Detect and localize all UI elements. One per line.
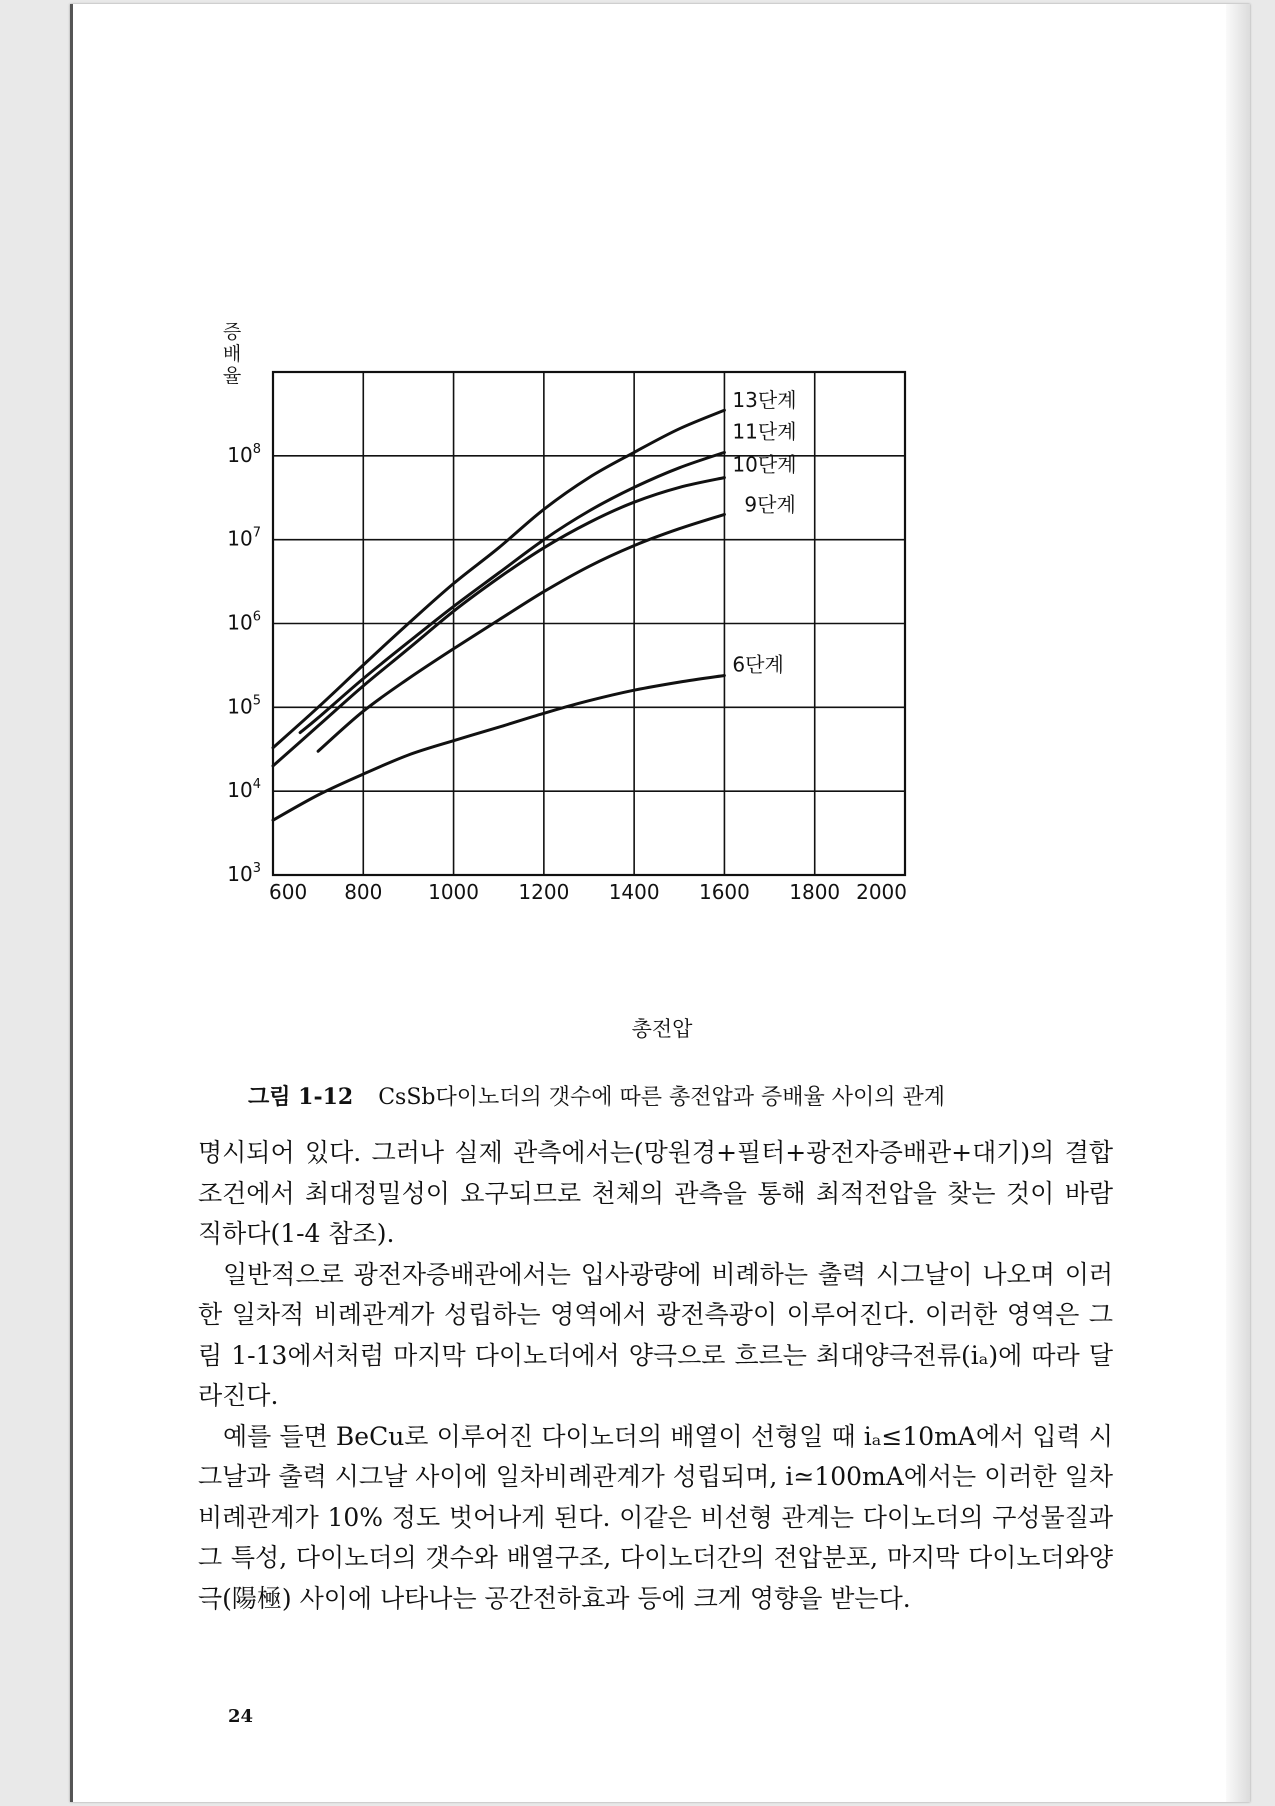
page-number: 24 — [228, 1706, 254, 1727]
y-axis-label-char: 율 — [222, 365, 242, 387]
x-tick-label: 2000 — [856, 880, 907, 904]
chart-series — [273, 410, 724, 820]
gain-vs-voltage-chart — [222, 321, 1110, 1041]
x-tick-label: 1000 — [428, 880, 480, 904]
body-text — [198, 1133, 1113, 1619]
y-tick-label: $10^4$ — [227, 777, 261, 803]
y-tick-label: $10^8$ — [227, 441, 261, 467]
y-tick-label: $10^5$ — [227, 693, 261, 719]
y-axis-label — [223, 321, 241, 387]
y-axis-label-char: 배 — [222, 343, 242, 365]
y-tick-label: $10^7$ — [227, 525, 261, 551]
series-label: 9단계 — [744, 492, 796, 517]
y-tick-label: $10^6$ — [227, 609, 261, 635]
series-label: 11단계 — [732, 419, 797, 444]
x-axis-ticks — [269, 880, 907, 904]
series-label: 10단계 — [732, 452, 797, 477]
y-tick-label: $10^3$ — [227, 861, 261, 886]
x-tick-label: 1200 — [518, 880, 570, 904]
page-edge-shadow — [1226, 4, 1250, 1802]
figure-caption — [248, 1080, 1148, 1111]
paragraph-2: 일반적으로 광전자증배관에서는 입사광량에 비례하는 출력 시그날이 나오며 이러한 일차적 비례관계가 성립하는 영역에서 광전측광이 이루어진다. 이러한 영역은 그림 1-13에서처럼 마지막 다이노더에서 양극으로 흐르는 최대양극전류(iₐ)에 따라 달라진다. — [198, 1259, 1113, 1410]
chart-grid — [273, 372, 905, 875]
series-label: 6단계 — [732, 652, 784, 677]
x-axis-label: 총전압 — [631, 1017, 693, 1041]
x-tick-label: 1600 — [698, 880, 750, 904]
figure-number: 그림 1-12 — [248, 1084, 354, 1110]
paragraph-3: 예를 들면 BeCu로 이루어진 다이노더의 배열이 선형일 때 iₐ≤10mA에서 입력 시그날과 출력 시그날 사이에 일차비례관계가 성립되며, i≃100mA에서는 이러한 일차비례관계가 10% 정도 벗어나게 된다. 이같은 비선형 관계는 다이노더의 구성물질과 그 특성, 다이노더의 갯수와 배열구조, 다이노더간의 전압분포, 마지막 다이노더와양극(陽極) 사이에 나타나는 공간전하효과 등에 크게 영향을 받는다. — [198, 1421, 1113, 1613]
paragraph-1: 명시되어 있다. 그러나 실제 관측에서는(망원경+필터+광전자증배관+대기)의 결합조건에서 최대정밀성이 요구되므로 천체의 관측을 통해 최적전압을 찾는 것이 바람직하다(1-4 참조). — [198, 1138, 1113, 1248]
x-tick-label: 1800 — [789, 880, 841, 904]
series-line — [318, 514, 724, 751]
y-axis-ticks — [227, 442, 261, 886]
y-axis-label-char: 증 — [222, 321, 242, 343]
figure-caption-text: CsSb다이노더의 갯수에 따른 총전압과 증배율 사이의 관계 — [378, 1085, 946, 1110]
series-label: 13단계 — [732, 388, 797, 413]
x-tick-label: 1400 — [608, 880, 660, 904]
x-tick-label: 600 — [269, 880, 308, 904]
x-tick-label: 800 — [344, 880, 383, 904]
chart-series-labels — [732, 388, 796, 676]
